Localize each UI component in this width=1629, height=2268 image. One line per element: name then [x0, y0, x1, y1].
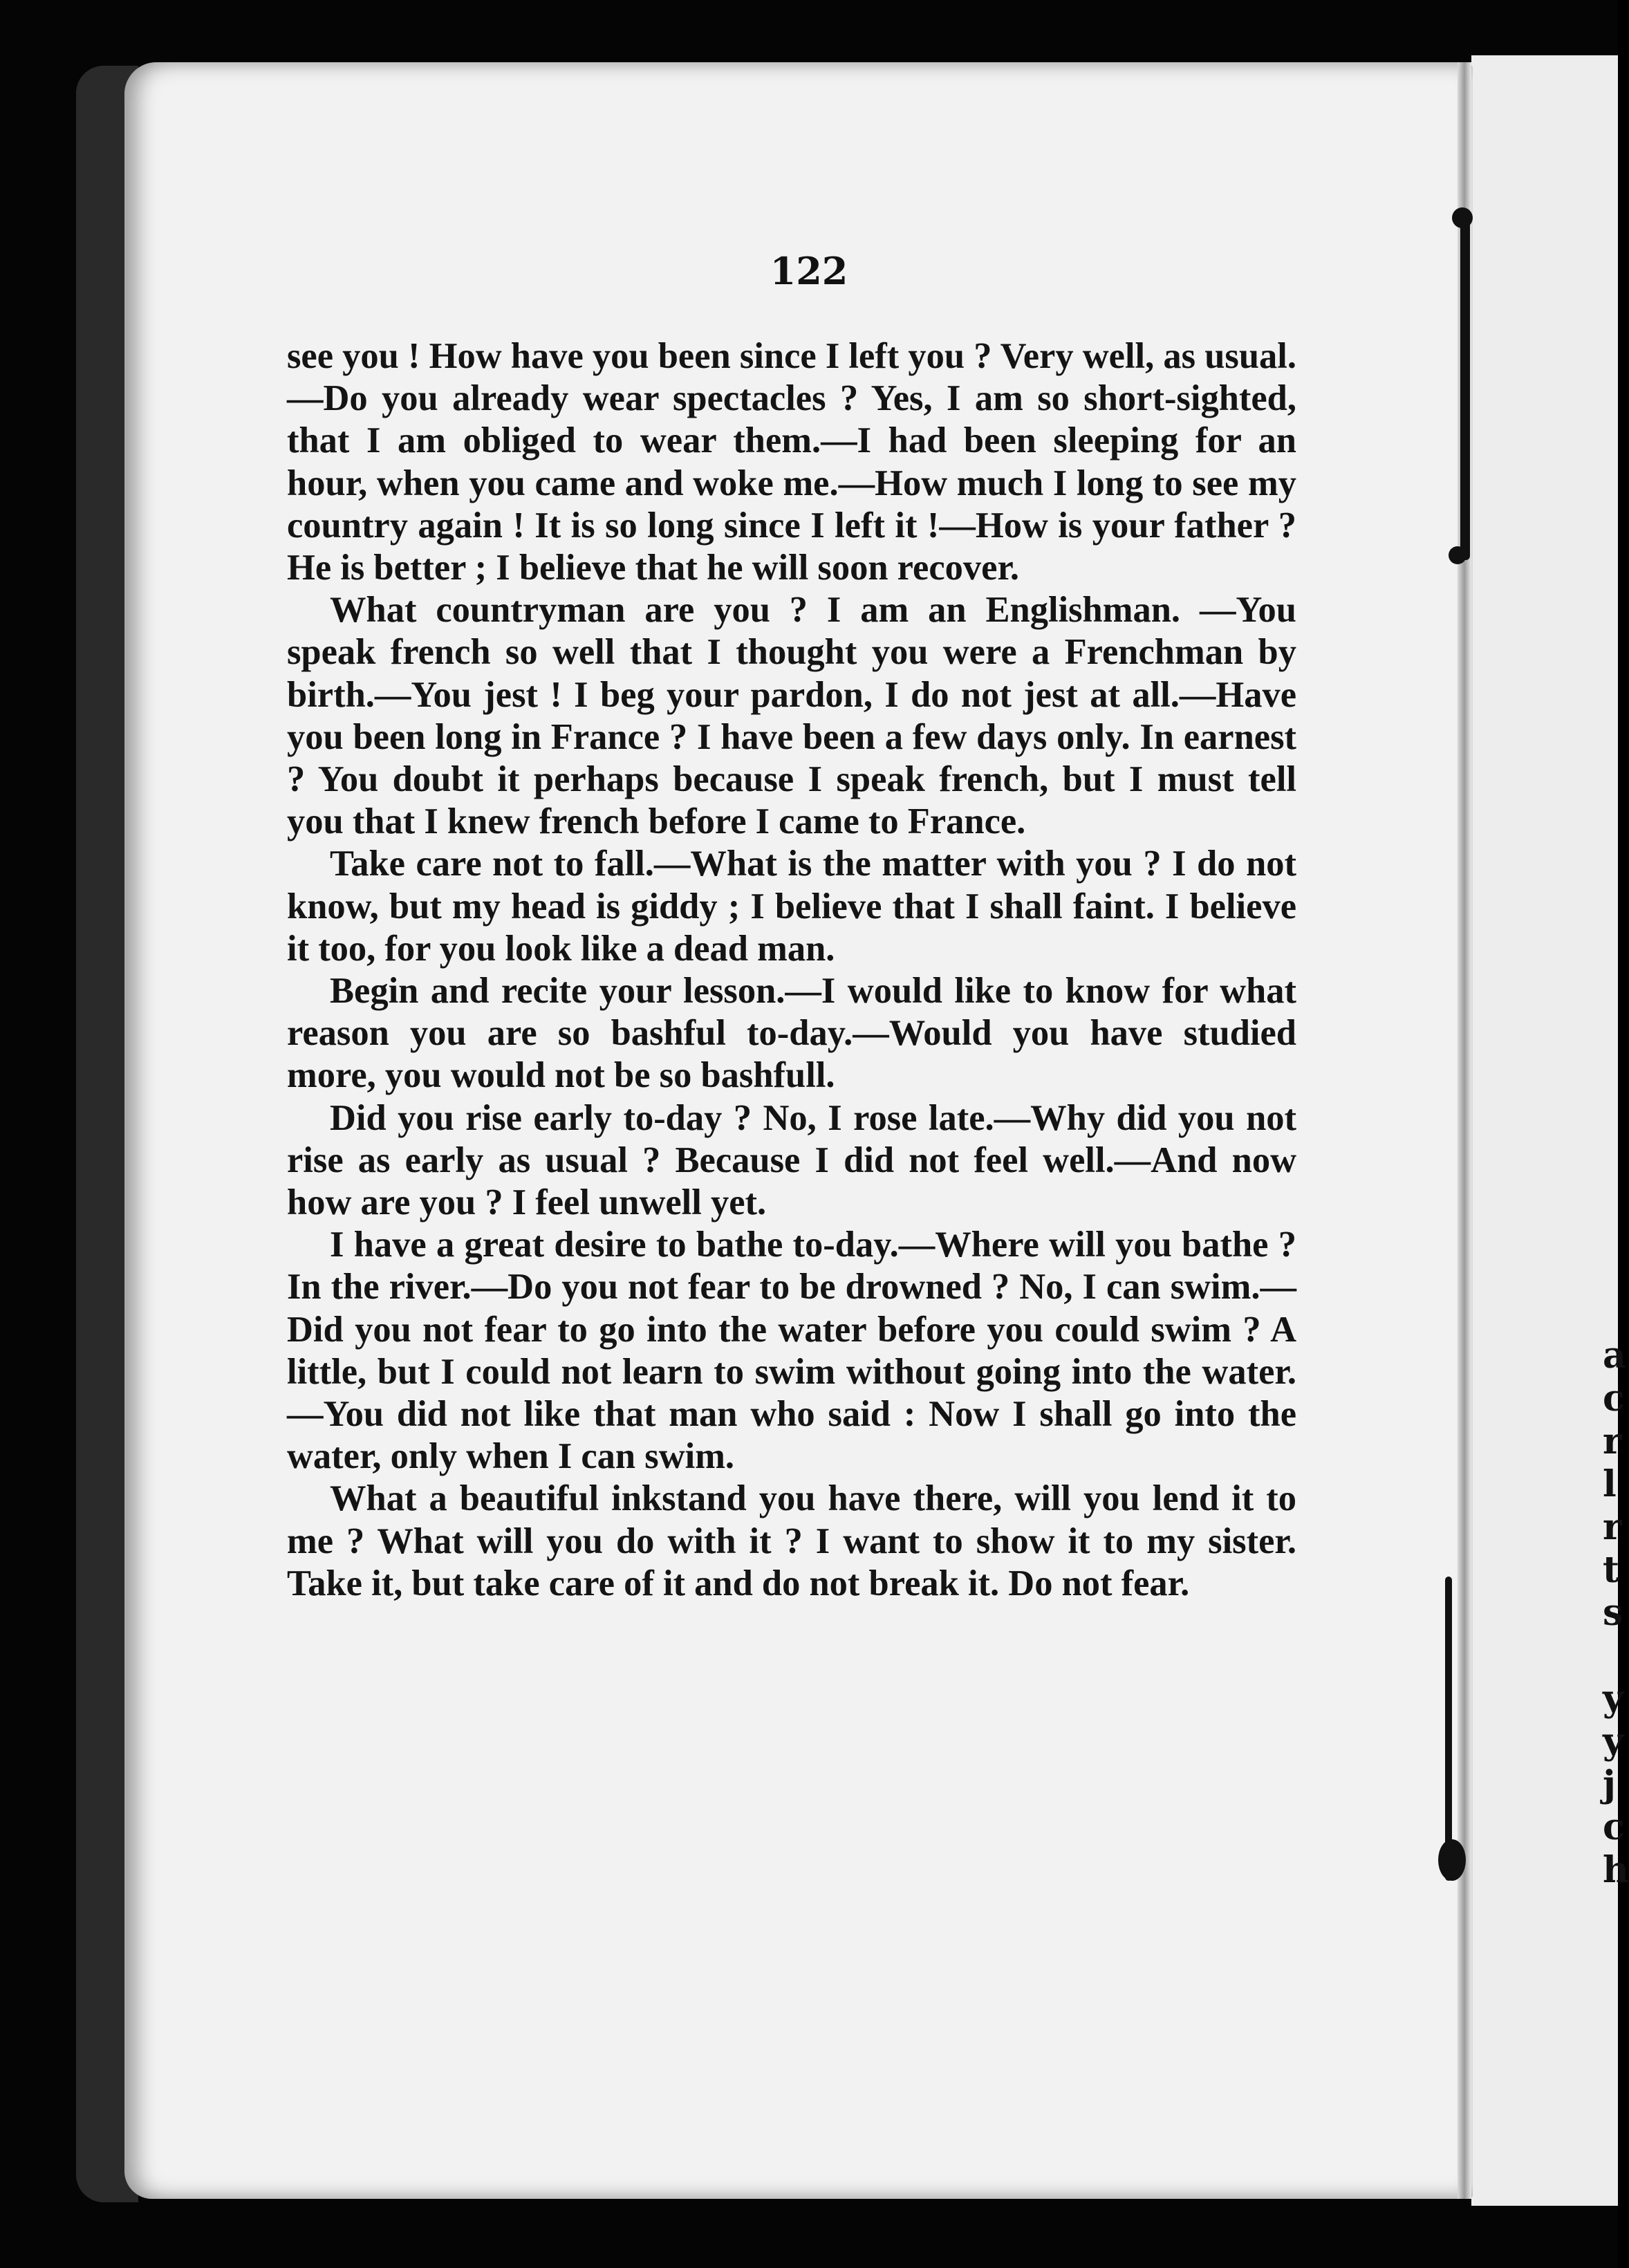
paragraph: Take care not to fall.—What is the matter with you ? I do not know, but my head is giddy ; I believe that I shall faint. I believe it too, for you look like a dead man.	[287, 844, 1296, 969]
facing-page-edge-letters	[1603, 1335, 1629, 1892]
paragraph: What countryman are you ? I am an Englishman. —You speak french so well that I thought you were a Frenchman by birth.—You jest ! I beg your pardon, I do not jest at all.—Have you been long in France ? I have been a few days only. In earnest ? You doubt it perhaps because I speak french, but I must tell you that I knew french before I came to France.	[287, 590, 1296, 842]
paragraph: Did you rise early to-day ? No, I rose late.—Why did you not rise as early as usual ? Because I did not feel well.—And now how are you ? I feel unwell yet.	[287, 1097, 1296, 1223]
facing-letter: c	[1603, 1377, 1625, 1420]
facing-page	[1471, 55, 1629, 2206]
facing-letter: l	[1603, 1463, 1617, 1505]
facing-letter: c	[1603, 1806, 1625, 1848]
facing-letter: r	[1603, 1506, 1622, 1548]
binding-knot-top	[1452, 207, 1473, 228]
paragraph: What a beautiful inkstand you have there, will you lend it to me ? What will you do with it ? I want to show it to my sister. Take it, but take care of it and do not break it. Do not fear.	[287, 1478, 1296, 1604]
paragraph: see you ! How have you been since I left you ? Very well, as usual.—Do you already wear spectacles ? Yes, I am so short-sighted, that I am obliged to wear them.—I had been sleeping for an hour, when you came and woke me.—How much I long to see my country again ! It is so long since I left it !—How is your father ? He is better ; I believe that he will soon recover.	[287, 336, 1296, 588]
facing-letter: t	[1603, 1549, 1620, 1591]
paragraph: Begin and recite your lesson.—I would like to know for what reason you are so bashful to-day.—Would you have studied more, you would not be so bashfull.	[287, 971, 1296, 1096]
page-text	[287, 335, 1296, 1605]
binding-thread-top	[1460, 214, 1470, 560]
binding-thread-bottom	[1445, 1577, 1452, 1881]
facing-letter	[1603, 1635, 1617, 1677]
facing-letter: y	[1603, 1677, 1624, 1720]
facing-letter: j	[1603, 1763, 1616, 1805]
facing-letter: r	[1603, 1420, 1622, 1462]
facing-letter: s	[1603, 1592, 1623, 1634]
binding-knot-bottom	[1438, 1839, 1466, 1881]
page-number: 122	[770, 249, 848, 293]
binding-knot-middle	[1449, 546, 1467, 564]
facing-letter: h	[1603, 1849, 1629, 1891]
facing-letter: a	[1603, 1335, 1626, 1377]
paragraph: I have a great desire to bathe to-day.—Where will you bathe ? In the river.—Do you not fear to be drowned ? No, I can swim.—Did you not fear to go into the water before you could swim ? A little, but I could not learn to swim without going into the water. —You did not like that man who said : Now I shall go into the water, only when I can swim.	[287, 1225, 1296, 1477]
facing-letter: y	[1603, 1720, 1624, 1763]
